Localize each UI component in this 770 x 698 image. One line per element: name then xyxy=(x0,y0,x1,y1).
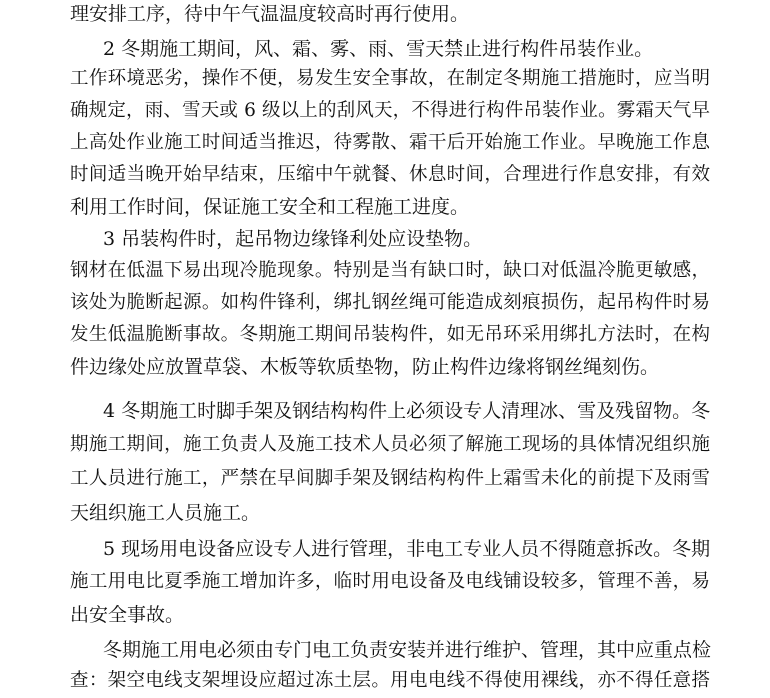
text-line-2: 2 冬期施工期间，风、霜、雾、雨、雪天禁止进行构件吊装作业。 xyxy=(103,38,654,60)
text-line-18: 施工用电比夏季施工增加许多，临时用电设备及电线铺设较多，管理不善，易 xyxy=(70,571,710,592)
text-line-8: 3 吊装构件时，起吊物边缘锋利处应设垫物。 xyxy=(103,228,483,250)
text-line-16: 天组织施工人员施工。 xyxy=(70,502,261,524)
text-line-12: 件边缘处应放置草袋、木板等软质垫物，防止构件边缘将钢丝绳刻伤。 xyxy=(70,356,660,378)
text-line-14: 期施工期间，施工负责人及施工技术人员必须了解施工现场的具体情况组织施 xyxy=(70,434,710,455)
text-line-21: 查：架空电线支架埋设应超过冻土层。用电电线不得使用裸线，亦不得任意搭 xyxy=(70,670,710,691)
text-line-20: 冬期施工用电必须由专门电工负责安装并进行维护、管理，其中应重点检 xyxy=(103,639,712,661)
text-line-7: 利用工作时间，保证施工安全和工程施工进度。 xyxy=(70,196,470,218)
text-line-4: 确规定，雨、雪天或 6 级以上的刮风天，不得进行构件吊装作业。雾霜天气早 xyxy=(70,100,710,121)
text-line-5: 上高处作业施工时间适当推迟，待雾散、霜干后开始施工作业。早晚施工作息 xyxy=(70,132,710,153)
text-line-11: 发生低温脆断事故。冬期施工期间吊装构件，如无吊环采用绑扎方法时，在构 xyxy=(70,324,710,345)
text-line-3: 工作环境恶劣，操作不便，易发生安全事故，在制定冬期施工措施时，应当明 xyxy=(70,68,710,89)
text-line-17: 5 现场用电设备应设专人进行管理，非电工专业人员不得随意拆改。冬期 xyxy=(103,538,711,560)
text-line-1: 理安排工序，待中午气温温度较高时再行使用。 xyxy=(70,3,470,25)
text-line-19: 出安全事故。 xyxy=(70,604,185,626)
text-line-15: 工人员进行施工，严禁在早间脚手架及钢结构构件上霜雪未化的前提下及雨雪 xyxy=(70,468,710,489)
text-line-10: 该处为脆断起源。如构件锋利，绑扎钢丝绳可能造成刻痕损伤，起吊构件时易 xyxy=(70,292,710,313)
text-line-6: 时间适当晚开始早结束，压缩中午就餐、休息时间，合理进行作息安排，有效 xyxy=(70,164,710,185)
text-line-9: 钢材在低温下易出现冷脆现象。特别是当有缺口时，缺口对低温冷脆更敏感， xyxy=(70,260,710,281)
text-line-13: 4 冬期施工时脚手架及钢结构构件上必须设专人清理冰、雪及残留物。冬 xyxy=(103,400,711,422)
